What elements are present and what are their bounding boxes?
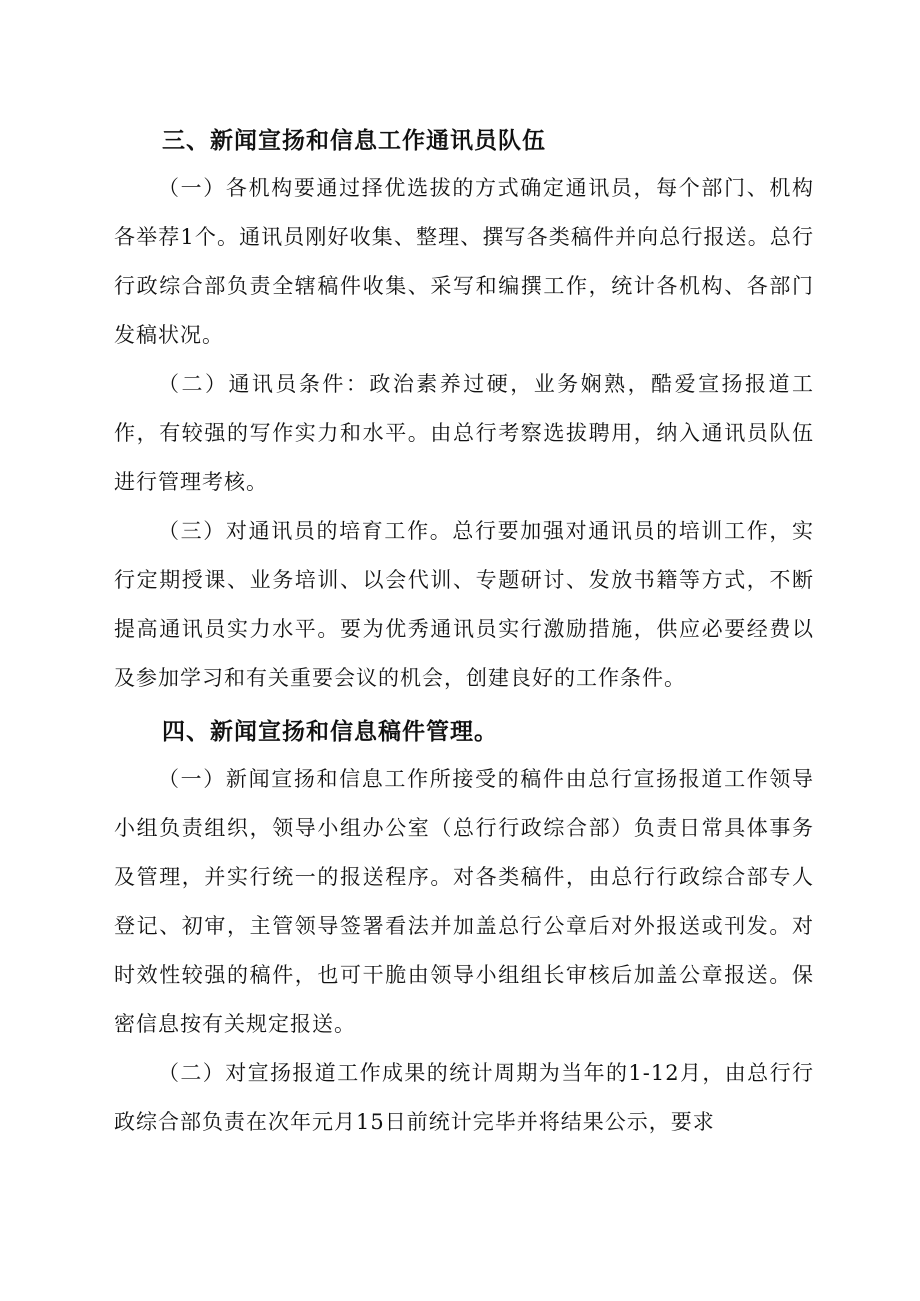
- section-3-paragraph-3: （三）对通讯员的培育工作。总行要加强对通讯员的培训工作，实行定期授课、业务培训、以会代训、专题研讨、发放书籍等方式，不断提高通讯员实力水平。要为优秀通讯员实行激励措施，供应必要经费以及参加学习和有关重要会议的机会，创建良好的工作条件。: [114, 519, 814, 690]
- section-3-paragraph-2: （二）通讯员条件：政治素养过硬，业务娴熟，酷爱宣扬报道工作，有较强的写作实力和水平。由总行考察选拔聘用，纳入通讯员队伍进行管理考核。: [114, 372, 814, 494]
- section-3-heading: 三、新闻宣扬和信息工作通讯员队伍: [162, 127, 546, 154]
- section-4-heading: 四、新闻宣扬和信息稿件管理。: [162, 718, 498, 745]
- section-3-paragraph-1: （一）各机构要通过择优选拔的方式确定通讯员，每个部门、机构各举荐1个。通讯员刚好收集、整理、撰写各类稿件并向总行报送。总行行政综合部负责全辖稿件收集、采写和编撰工作，统计各机构、各部门发稿状况。: [114, 176, 814, 347]
- document-body: [114, 118, 814, 1147]
- section-4-paragraph-1: （一）新闻宣扬和信息工作所接受的稿件由总行宣扬报道工作领导小组负责组织，领导小组办公室（总行行政综合部）负责日常具体事务及管理，并实行统一的报送程序。对各类稿件，由总行行政综合部专人登记、初审，主管领导签署看法并加盖总行公章后对外报送或刊发。对时效性较强的稿件，也可干脆由领导小组组长审核后加盖公章报送。保密信息按有关规定报送。: [114, 767, 814, 1036]
- section-4-paragraph-2: （二）对宣扬报道工作成果的统计周期为当年的1-12月，由总行行政综合部负责在次年元月15日前统计完毕并将结果公示，要求: [114, 1061, 814, 1134]
